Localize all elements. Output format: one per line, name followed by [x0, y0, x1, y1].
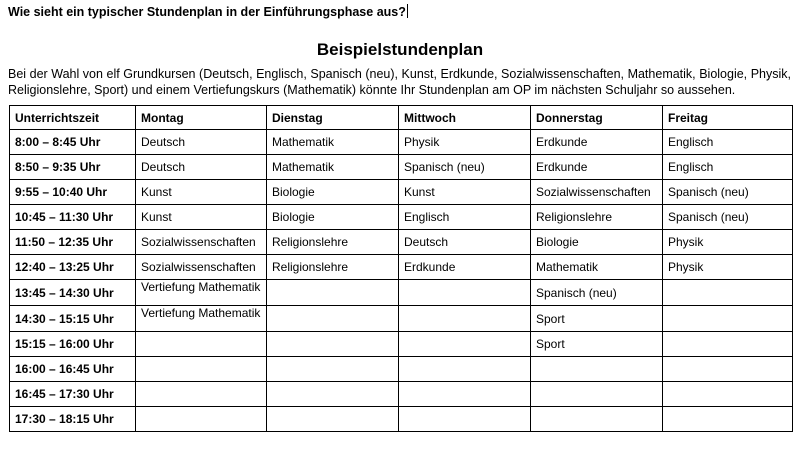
cell-friday: [663, 382, 793, 407]
table-row: [10, 230, 793, 255]
cell-thursday: Erdkunde: [531, 155, 663, 180]
cell-friday: Physik: [663, 230, 793, 255]
schedule-header-row: [10, 106, 793, 130]
cell-tuesday: [267, 407, 399, 432]
question-text: Wie sieht ein typischer Stundenplan in der Einführungsphase aus?: [8, 5, 406, 19]
table-row: [10, 205, 793, 230]
cell-tuesday: [267, 332, 399, 357]
cell-wednesday: Kunst: [399, 180, 531, 205]
table-row: [10, 255, 793, 280]
time-cell: 8:50 – 9:35 Uhr: [10, 155, 136, 180]
cell-thursday: [531, 357, 663, 382]
cell-tuesday: Mathematik: [267, 130, 399, 155]
cell-friday: [663, 332, 793, 357]
cell-monday: Deutsch: [136, 155, 267, 180]
table-row: [10, 180, 793, 205]
cell-wednesday: [399, 357, 531, 382]
cell-tuesday: Religionslehre: [267, 255, 399, 280]
cell-tuesday: Religionslehre: [267, 230, 399, 255]
table-row: [10, 155, 793, 180]
header-cell-wednesday: Mittwoch: [399, 106, 531, 130]
cell-thursday: Sport: [531, 332, 663, 357]
cell-friday: [663, 280, 793, 306]
cell-friday: [663, 357, 793, 382]
cell-monday: Vertiefung Mathematik: [136, 280, 267, 306]
time-cell: 12:40 – 13:25 Uhr: [10, 255, 136, 280]
cell-wednesday: [399, 382, 531, 407]
cell-tuesday: [267, 306, 399, 332]
cell-wednesday: [399, 407, 531, 432]
header-cell-time: Unterrichtszeit: [10, 106, 136, 130]
cell-monday: [136, 357, 267, 382]
cell-monday: Sozialwissenschaften: [136, 255, 267, 280]
cell-monday: Vertiefung Mathematik: [136, 306, 267, 332]
cell-wednesday: Physik: [399, 130, 531, 155]
time-cell: 8:00 – 8:45 Uhr: [10, 130, 136, 155]
header-cell-monday: Montag: [136, 106, 267, 130]
time-cell: 10:45 – 11:30 Uhr: [10, 205, 136, 230]
cell-thursday: [531, 382, 663, 407]
cell-monday: [136, 407, 267, 432]
cell-friday: Englisch: [663, 155, 793, 180]
cell-thursday: [531, 407, 663, 432]
cell-thursday: Mathematik: [531, 255, 663, 280]
cell-wednesday: [399, 306, 531, 332]
header-cell-tuesday: Dienstag: [267, 106, 399, 130]
cell-tuesday: Biologie: [267, 205, 399, 230]
cell-tuesday: Mathematik: [267, 155, 399, 180]
table-row: [10, 357, 793, 382]
table-row: [10, 130, 793, 155]
time-cell: 13:45 – 14:30 Uhr: [10, 280, 136, 306]
table-row: [10, 306, 793, 332]
cell-thursday: Biologie: [531, 230, 663, 255]
cell-tuesday: [267, 382, 399, 407]
cell-friday: Englisch: [663, 130, 793, 155]
time-cell: 16:45 – 17:30 Uhr: [10, 382, 136, 407]
cell-wednesday: Deutsch: [399, 230, 531, 255]
cell-friday: [663, 306, 793, 332]
time-cell: 11:50 – 12:35 Uhr: [10, 230, 136, 255]
cell-thursday: Religionslehre: [531, 205, 663, 230]
cell-friday: Physik: [663, 255, 793, 280]
header-cell-thursday: Donnerstag: [531, 106, 663, 130]
cell-tuesday: [267, 357, 399, 382]
schedule-table: [9, 105, 793, 432]
cell-thursday: Sozialwissenschaften: [531, 180, 663, 205]
header-cell-friday: Freitag: [663, 106, 793, 130]
text-cursor: [407, 4, 408, 18]
cell-thursday: Spanisch (neu): [531, 280, 663, 306]
cell-monday: [136, 332, 267, 357]
cell-wednesday: Erdkunde: [399, 255, 531, 280]
intro-paragraph: Bei der Wahl von elf Grundkursen (Deutsch, Englisch, Spanisch (neu), Kunst, Erdkunde, Sozialwissenschaften, Mathematik, Biologie, Physik, Religionslehre, Sport) und einem Vertiefungskurs (Mathematik) könnte Ihr Stundenplan am OP im nächsten Schuljahr so aussehen.: [8, 67, 791, 97]
cell-friday: Spanisch (neu): [663, 180, 793, 205]
cell-thursday: Erdkunde: [531, 130, 663, 155]
time-cell: 15:15 – 16:00 Uhr: [10, 332, 136, 357]
time-cell: 17:30 – 18:15 Uhr: [10, 407, 136, 432]
cell-tuesday: Biologie: [267, 180, 399, 205]
time-cell: 16:00 – 16:45 Uhr: [10, 357, 136, 382]
cell-monday: Kunst: [136, 205, 267, 230]
question-heading: [8, 4, 408, 19]
cell-wednesday: [399, 280, 531, 306]
cell-wednesday: Spanisch (neu): [399, 155, 531, 180]
table-row: [10, 407, 793, 432]
time-cell: 9:55 – 10:40 Uhr: [10, 180, 136, 205]
cell-monday: [136, 382, 267, 407]
cell-tuesday: [267, 280, 399, 306]
cell-monday: Kunst: [136, 180, 267, 205]
cell-monday: Deutsch: [136, 130, 267, 155]
table-row: [10, 382, 793, 407]
time-cell: 14:30 – 15:15 Uhr: [10, 306, 136, 332]
cell-wednesday: [399, 332, 531, 357]
cell-friday: Spanisch (neu): [663, 205, 793, 230]
document-title: Beispielstundenplan: [316, 40, 484, 59]
table-row: [10, 280, 793, 306]
table-row: [10, 332, 793, 357]
cell-wednesday: Englisch: [399, 205, 531, 230]
cell-friday: [663, 407, 793, 432]
cell-monday: Sozialwissenschaften: [136, 230, 267, 255]
cell-thursday: Sport: [531, 306, 663, 332]
